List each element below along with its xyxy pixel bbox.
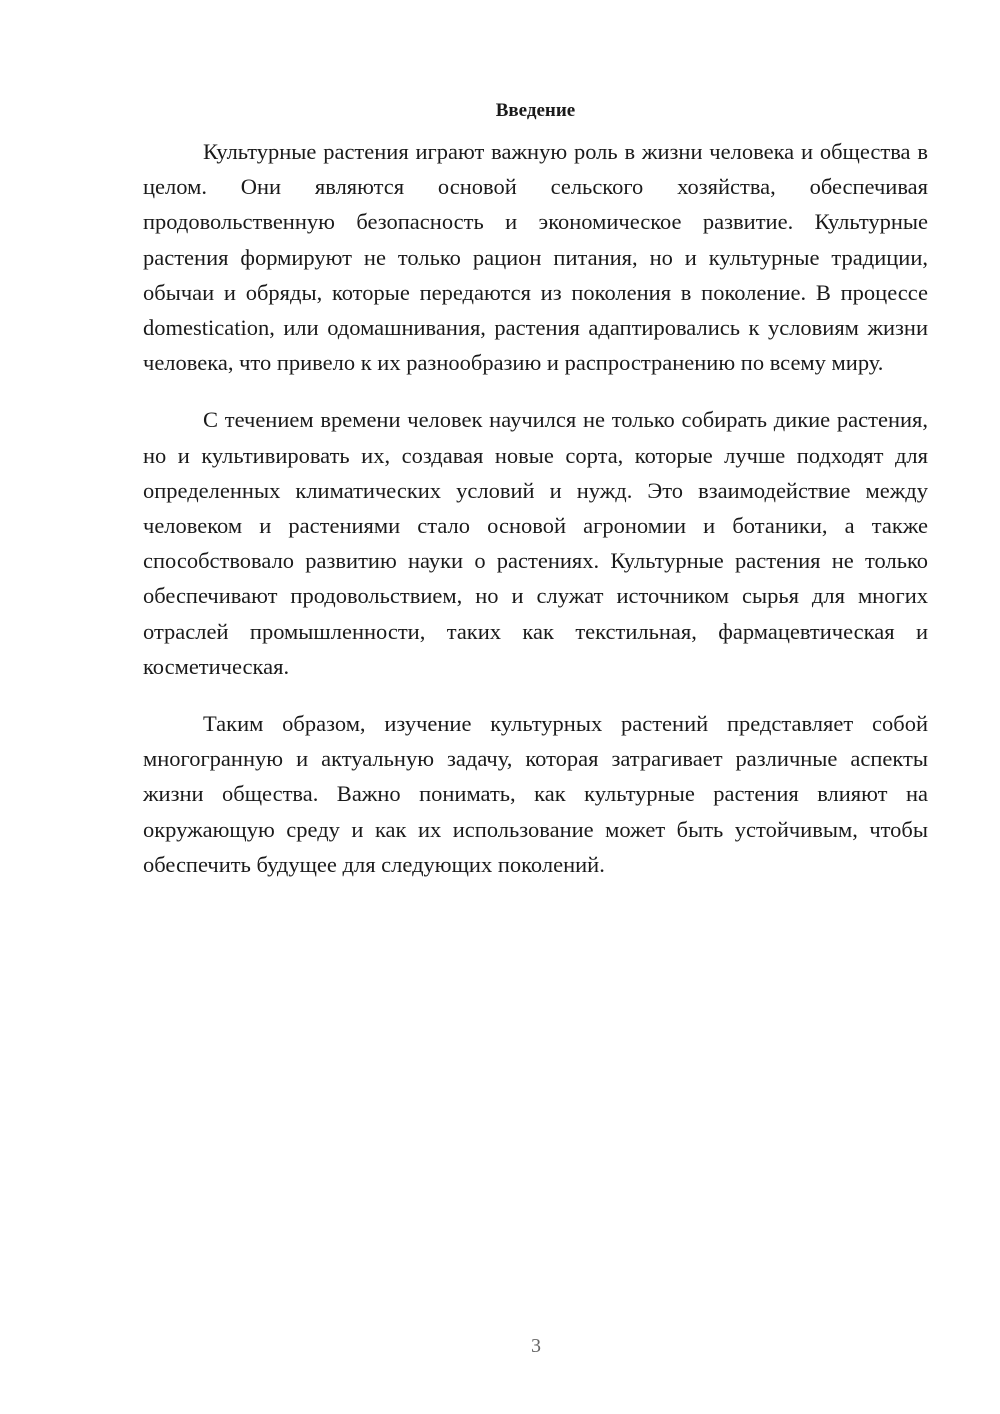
page-content bbox=[143, 98, 928, 904]
paragraph-2: С течением времени человек научился не только собирать дикие растения, но и культивировать их, создавая новые сорта, которые лучше подходят для определенных климатических условий и нужд. Это взаимодействие между человеком и растениями стало основой агрономии и ботаники, а также способствовало развитию науки о растениях. Культурные растения не только обеспечивают продовольствием, но и служат источником сырья для многих отраслей промышленности, таких как текстильная, фармацевтическая и косметическая. bbox=[143, 407, 928, 679]
paragraph-1: Культурные растения играют важную роль в жизни человека и общества в целом. Они являются основой сельского хозяйства, обеспечивая продовольственную безопасность и экономическое развитие. Культурные растения формируют не только рацион питания, но и культурные традиции, обычаи и обряды, которые передаются из поколения в поколение. В процессе domestication, или одомашнивания, растения адаптировались к условиям жизни человека, что привело к их разнообразию и распространению по всему миру. bbox=[143, 139, 928, 376]
section-heading: Введение bbox=[495, 100, 576, 121]
page-number: 3 bbox=[531, 1335, 541, 1357]
paragraph-3: Таким образом, изучение культурных растений представляет собой многогранную и актуальную задачу, которая затрагивает различные аспекты жизни общества. Важно понимать, как культурные растения влияют на окружающую среду и как их использование может быть устойчивым, чтобы обеспечить будущее для следующих поколений. bbox=[143, 711, 928, 877]
